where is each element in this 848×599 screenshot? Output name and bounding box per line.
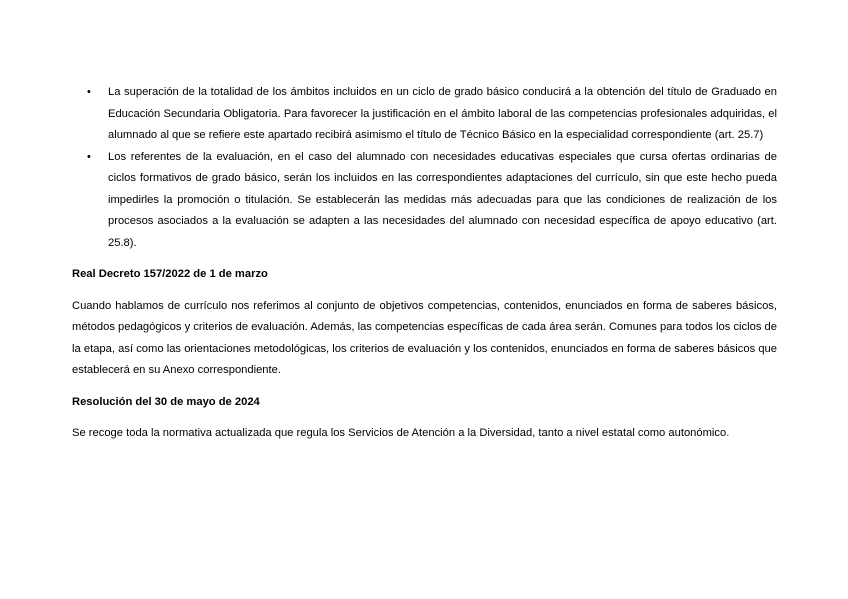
list-item [72, 82, 777, 147]
list-item-text: Los referentes de la evaluación, en el caso del alumnado con necesidades educativas especiales que cursa ofertas ordinarias de ciclos formativos de grado básico, serán los incluidos en las correspondientes adaptaciones del currículo, sin que este hecho pueda impedirles la promoción o titulación. Se establecerán las medidas más adecuadas para que las condiciones de realización de los procesos asociados a la evaluación se adapten a las necesidades del alumnado con necesidad específica de apoyo educativo (art. 25.8). [108, 150, 777, 249]
section-paragraph-normativa: Se recoge toda la normativa actualizada que regula los Servicios de Atención a la Diversidad, tanto a nivel estatal como autonómico. [72, 427, 730, 439]
section-paragraph-curriculo: Cuando hablamos de currículo nos referimos al conjunto de objetivos competencias, contenidos, enunciados en forma de saberes básicos, métodos pedagógicos y criterios de evaluación. Además, las competencias específicas de cada área serán. Comunes para todos los ciclos de la etapa, así como las orientaciones metodológicas, los criterios de evaluación y los contenidos, enunciados en forma de saberes básicos que establecerá en su Anexo correspondiente. [72, 299, 777, 376]
document-page [72, 82, 777, 445]
bullet-dot-icon: • [87, 86, 91, 98]
bullet-list [72, 82, 777, 254]
list-item-text: La superación de la totalidad de los ámbitos incluidos en un ciclo de grado básico conducirá a la obtención del título de Graduado en Educación Secundaria Obligatoria. Para favorecer la justificación en el ámbito laboral de las competencias profesionales adquiridas, el alumnado al que se refiere este apartado recibirá asimismo el título de Técnico Básico en la especialidad correspondiente (art. 25.7) [108, 86, 777, 141]
section-heading-resolucion: Resolución del 30 de mayo de 2024 [72, 395, 260, 408]
list-item [72, 147, 777, 255]
bullet-dot-icon: • [87, 150, 91, 163]
section-heading-real-decreto: Real Decreto 157/2022 de 1 de marzo [72, 268, 268, 280]
